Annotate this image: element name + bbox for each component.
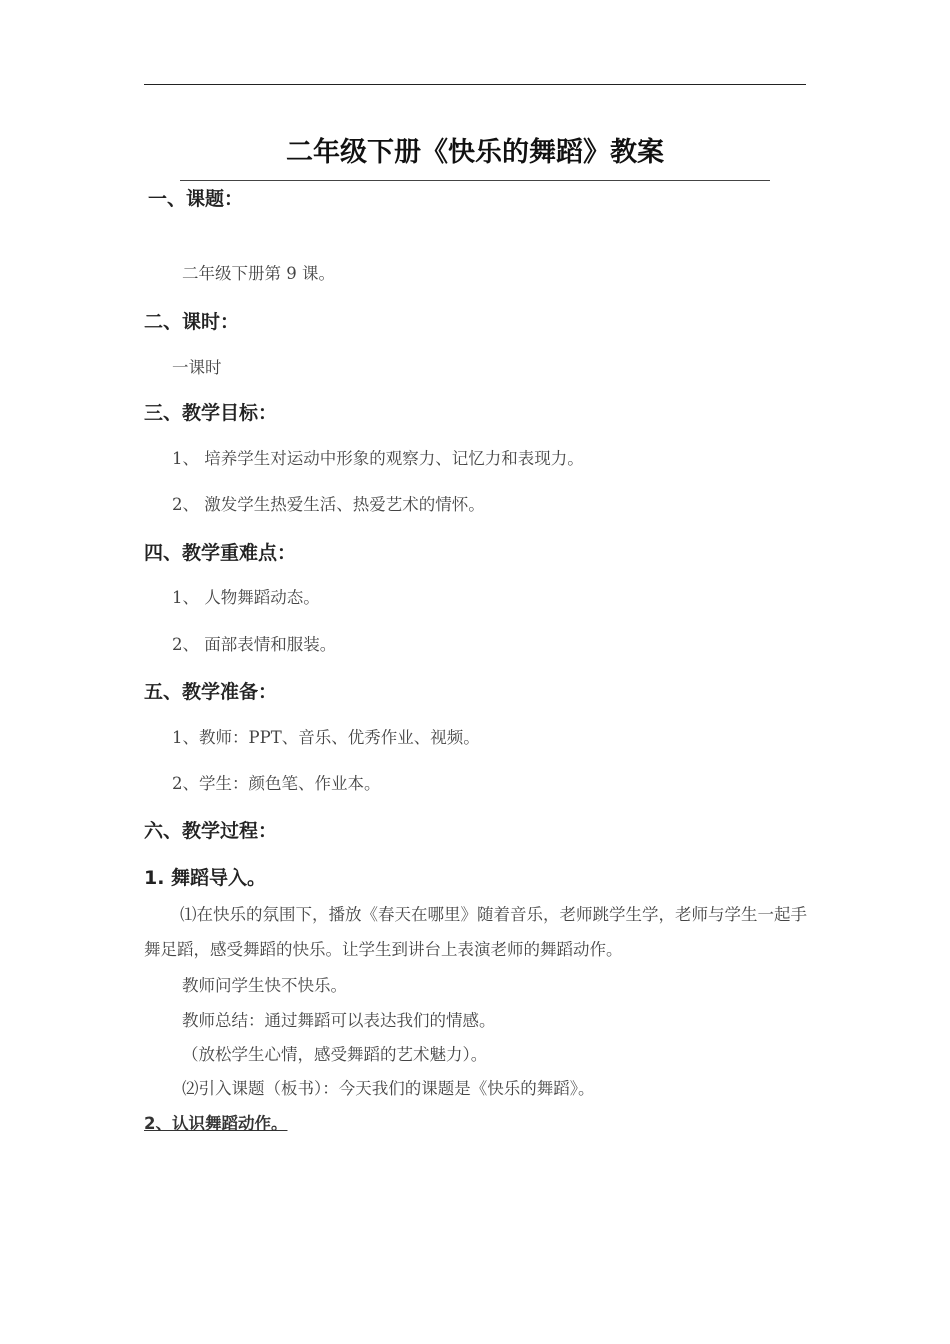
topic-text: 二年级下册第 9 课。 bbox=[182, 264, 335, 283]
step-heading-underlined: 2、认识舞蹈动作。 bbox=[144, 1114, 288, 1133]
step-heading: 1. 舞蹈导入。 bbox=[144, 867, 267, 889]
document-title: 二年级下册《快乐的舞蹈》教案 bbox=[286, 137, 664, 168]
section-heading-periods: 二、课时： bbox=[144, 311, 240, 333]
preparation-item: 2、学生：颜色笔、作业本。 bbox=[172, 774, 381, 793]
key-point-item: 2、 面部表情和服装。 bbox=[172, 635, 337, 654]
preparation-item: 1、教师：PPT、音乐、优秀作业、视频。 bbox=[172, 728, 480, 747]
header-rule bbox=[144, 84, 806, 85]
step-line: （放松学生心情，感受舞蹈的艺术魅力）。 bbox=[182, 1045, 488, 1064]
section-heading-process: 六、教学过程： bbox=[144, 820, 278, 842]
section-heading-goals: 三、教学目标： bbox=[144, 402, 278, 424]
step-paragraph: ⑴在快乐的氛围下，播放《春天在哪里》随着音乐，老师跳学生学，老师与学生一起手舞足蹈，感受舞蹈的快乐。让学生到讲台上表演老师的舞蹈动作。 bbox=[144, 905, 807, 959]
goal-item: 1、 培养学生对运动中形象的观察力、记忆力和表现力。 bbox=[172, 449, 584, 468]
periods-text: 一课时 bbox=[172, 358, 222, 377]
title-underline bbox=[180, 180, 770, 181]
goal-item: 2、 激发学生热爱生活、热爱艺术的情怀。 bbox=[172, 495, 485, 514]
step-line: ⑵引入课题（板书）：今天我们的课题是《快乐的舞蹈》。 bbox=[182, 1079, 595, 1098]
key-point-item: 1、 人物舞蹈动态。 bbox=[172, 588, 320, 607]
section-heading-topic: 一、课题： bbox=[148, 188, 244, 210]
step-line: 教师总结：通过舞蹈可以表达我们的情感。 bbox=[182, 1011, 496, 1030]
section-heading-preparation: 五、教学准备： bbox=[144, 681, 278, 703]
section-heading-key-points: 四、教学重难点： bbox=[144, 542, 297, 564]
step-line: 教师问学生快不快乐。 bbox=[182, 976, 347, 995]
